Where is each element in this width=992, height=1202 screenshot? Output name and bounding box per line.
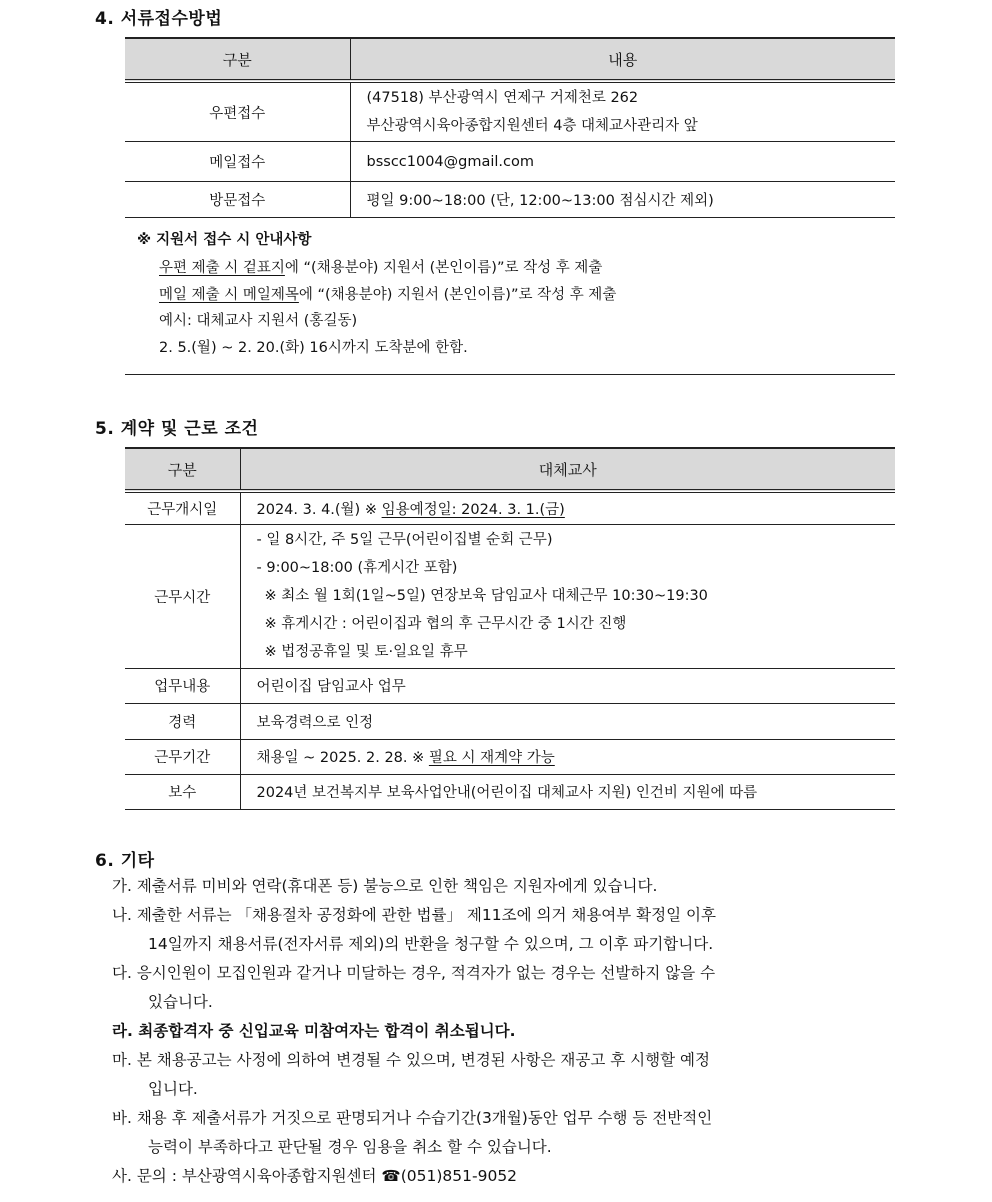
table-row — [125, 739, 895, 774]
start-date-text: 2024. 3. 4.(월) ※ — [256, 501, 382, 518]
table-row — [125, 774, 895, 809]
postal-address-line-2: 부산광역시육아종합지원센터 4층 대체교사관리자 앞 — [366, 118, 698, 134]
row-label-period: 근무기간 — [125, 739, 240, 774]
item-continuation: 입니다. — [148, 1080, 198, 1098]
notice-postal-underlined: 우편 제출 시 겉표지 — [159, 260, 285, 276]
row-label-duty: 업무내용 — [125, 668, 240, 703]
table-row — [125, 668, 895, 703]
table-row — [125, 182, 895, 218]
item-continuation: 있습니다. — [148, 993, 213, 1011]
hours-note: ※ 최소 월 1회(1일~5일) 연장보육 담임교사 대체근무 10:30~19:30 — [264, 588, 708, 604]
other-notes-list — [112, 872, 716, 1191]
row-content-postal — [350, 81, 895, 142]
section-6-title: 6. 기타 — [95, 851, 155, 871]
career-value: 보육경력으로 인정 — [240, 703, 895, 739]
table-row — [125, 142, 895, 182]
notice-email-underlined: 메일 제출 시 메일제목 — [159, 287, 299, 303]
list-item — [112, 1046, 716, 1104]
row-label-visit: 방문접수 — [125, 182, 350, 218]
row-label-career: 경력 — [125, 703, 240, 739]
table-row — [125, 81, 895, 142]
row-label-postal: 우편접수 — [125, 81, 350, 142]
hours-note: ※ 휴게시간 : 어린이집과 협의 후 근무시간 중 1시간 진행 — [264, 616, 627, 632]
section-5-title: 5. 계약 및 근로 조건 — [95, 419, 259, 439]
header-content: 내용 — [350, 38, 895, 81]
visit-hours: 평일 9:00~18:00 (단, 12:00~13:00 점심시간 제외) — [350, 182, 895, 218]
list-item — [112, 1017, 716, 1046]
list-item — [112, 959, 716, 1017]
item-text: 나. 제출한 서류는 「채용절차 공정화에 관한 법률」 제11조에 의거 채용여부 확정일 이후 — [112, 906, 716, 924]
notice-deadline: 2. 5.(월) ~ 2. 20.(화) 16시까지 도착분에 한함. — [159, 340, 468, 356]
row-label-start-date: 근무개시일 — [125, 491, 240, 524]
submission-method-table — [125, 37, 895, 218]
notice-postal-rest: 에 “(채용분야) 지원서 (본인이름)”로 작성 후 제출 — [284, 260, 603, 276]
list-item — [112, 901, 716, 959]
hours-line: - 9:00~18:00 (휴게시간 포함) — [256, 560, 458, 576]
postal-address-line-1: (47518) 부산광역시 연제구 거제천로 262 — [366, 90, 639, 106]
item-text: 가. 제출서류 미비와 연락(휴대폰 등) 불능으로 인한 책임은 지원자에게 있습니다. — [112, 877, 658, 895]
table-header-row — [125, 448, 895, 491]
list-item — [112, 1162, 716, 1191]
contact-info: 사. 문의 : 부산광역시육아종합지원센터 ☎(051)851-9052 — [112, 1167, 518, 1185]
item-continuation: 능력이 부족하다고 판단될 경우 임용을 취소 할 수 있습니다. — [148, 1138, 552, 1156]
header-category: 구분 — [125, 38, 350, 81]
submission-notice — [125, 228, 895, 375]
table-header-row — [125, 38, 895, 81]
notice-example: 예시: 대체교사 지원서 (홍길동) — [159, 313, 358, 329]
notice-email-rest: 에 “(채용분야) 지원서 (본인이름)”로 작성 후 제출 — [298, 287, 617, 303]
table-row — [125, 703, 895, 739]
header-substitute-teacher: 대체교사 — [240, 448, 895, 491]
table-row — [125, 524, 895, 668]
working-hours-value — [240, 524, 895, 668]
renewal-note: 필요 시 재계약 가능 — [428, 750, 555, 766]
contract-conditions-table — [125, 447, 895, 810]
hours-line: - 일 8시간, 주 5일 근무(어린이집별 순회 근무) — [256, 532, 553, 548]
start-date-value — [240, 491, 895, 524]
row-label-working-hours: 근무시간 — [125, 524, 240, 668]
pay-value: 2024년 보건복지부 보육사업안내(어린이집 대체교사 지원) 인건비 지원에 따름 — [240, 774, 895, 809]
item-text: 라. 최종합격자 중 신입교육 미참여자는 합격이 취소됩니다. — [112, 1022, 516, 1040]
list-item — [112, 1104, 716, 1162]
table-row — [125, 491, 895, 524]
notice-line-email — [159, 283, 616, 304]
item-text: 마. 본 채용공고는 사정에 의하여 변경될 수 있으며, 변경된 사항은 재공고 후 시행할 예정 — [112, 1051, 710, 1069]
list-item — [112, 872, 716, 901]
notice-line-postal — [159, 256, 602, 277]
duty-value: 어린이집 담임교사 업무 — [240, 668, 895, 703]
item-text: 다. 응시인원이 모집인원과 같거나 미달하는 경우, 적격자가 없는 경우는 선발하지 않을 수 — [112, 964, 716, 982]
period-value — [240, 739, 895, 774]
hours-note: ※ 법정공휴일 및 토·일요일 휴무 — [264, 644, 468, 660]
period-text: 채용일 ~ 2025. 2. 28. ※ — [256, 750, 429, 766]
row-label-email: 메일접수 — [125, 142, 350, 182]
email-address[interactable]: bsscc1004@gmail.com — [350, 142, 895, 182]
appointment-date: 임용예정일: 2024. 3. 1.(금) — [381, 501, 565, 518]
item-text: 바. 채용 후 제출서류가 거짓으로 판명되거나 수습기간(3개월)동안 업무 수행 등 전반적인 — [112, 1109, 713, 1127]
row-label-pay: 보수 — [125, 774, 240, 809]
section-4-title: 4. 서류접수방법 — [95, 9, 223, 29]
notice-title: ※ 지원서 접수 시 안내사항 — [137, 232, 312, 248]
header-category: 구분 — [125, 448, 240, 491]
item-continuation: 14일까지 채용서류(전자서류 제외)의 반환을 청구할 수 있으며, 그 이후 파기합니다. — [148, 935, 714, 953]
